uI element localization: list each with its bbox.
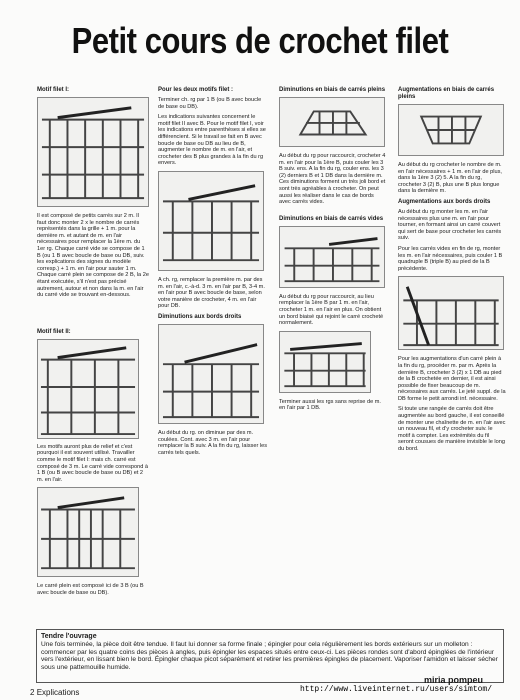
figure-diag-vides-2 bbox=[279, 331, 371, 393]
crochet-stitch-illustration bbox=[280, 98, 384, 146]
figure-diag-vides bbox=[279, 226, 385, 288]
text-aug-droits-3: Pour les augmentations d'un carré plein à la fin du rg, procéder m. par m. Après la dernière B, crocheter 3 (2) x 1 DB au pied de la B crochetée en dernier, il est ainsi possible de fixer beaucoup de m. nécessaires aux carrés. Le jeté suppl. de la DB forme le petit arrondi inf. nécessaire. bbox=[398, 356, 506, 402]
caption-filet-2: Le carré plein est composé ici de 3 B (ou B avec boucle de base ou DB). bbox=[37, 583, 144, 596]
crochet-stitch-illustration bbox=[159, 172, 263, 270]
column-3 bbox=[279, 87, 387, 416]
text-diag-vides-2: Terminer aussi les rgs sans reprise de m. en l'air par 1 DB. bbox=[279, 398, 381, 412]
column-2 bbox=[158, 87, 268, 460]
text-diag-vides-1: Au début du rg pour raccourcir, au lieu remplacer la 1ère B par 1 m. en l'air, crocheter 1 m. en l'air en plus. On obtient un bord biaisé qui rejoint le carré crocheté normalement. bbox=[279, 293, 384, 327]
box-title: Tendre l'ouvrage bbox=[41, 633, 97, 640]
heading-diag-vides: Diminutions en biais de carrés vides bbox=[279, 215, 384, 222]
crochet-stitch-illustration bbox=[399, 105, 503, 155]
brand-label: miria pompeu bbox=[424, 675, 484, 685]
text-diag-pleins: Au début du rg pour raccourcir, crocheter 4 m. en l'air pour la 1ère B, puis couler les 3 B suiv. ens. A la fin du rg, couler ens. les 3 (2) derniers B et 1 DB dans la dernière m. Ces diminutions forment un très joli bord et sont très agréables à crocheter. On peut aussi les réaliser dans le cas de bords avec carrés vides. bbox=[279, 153, 386, 206]
crochet-grid-illustration bbox=[38, 340, 138, 438]
figure-filet-1 bbox=[37, 97, 149, 207]
crochet-grid-illustration bbox=[38, 98, 148, 206]
crochet-stitch-illustration bbox=[399, 277, 503, 349]
page-number: 2 bbox=[30, 688, 35, 697]
heading-deux-motifs: Pour les deux motifs filet : bbox=[158, 87, 234, 93]
footer-label: Explications bbox=[36, 688, 80, 697]
figure-filet-2-plein bbox=[37, 487, 139, 577]
crochet-grid-illustration bbox=[38, 488, 138, 576]
text-aug-droits-4: Si toute une rangée de carrés doit être augmentée au bord gauche, il est conseillé de monter une chaînette de m. en l'air avec un nouveau fil, et d'y crocheter suiv. le motif à compter. Les extrémités du fil seront cousues de manière invisible le long du bord. bbox=[398, 406, 506, 453]
heading-dim-droits: Diminutions aux bords droits bbox=[158, 313, 242, 320]
text-filet-2: Les motifs auront plus de relief et c'est pourquoi il est souvent utilisé. Travailler comme le motif filet I: mais ch. carré est composé de 3 m. Le carré vide correspond à 1 B (ou B avec boucle de base ou DB) et 2 m. en l'air. bbox=[37, 443, 149, 483]
source-url[interactable]: http://www.liveinternet.ru/users/simtom/ bbox=[300, 685, 493, 694]
text-aug-pleins: Au début du rg crocheter le nombre de m. en l'air nécessaires + 1 m. en l'air de plus, dans la 1ère 3 (2) 5. A la fin du rg, crocheter 3 (2) B, plus une B plus longue dans la dernière m. bbox=[398, 162, 502, 195]
page-title: Petit cours de crochet filet bbox=[71, 20, 449, 61]
figure-aug-droits bbox=[398, 276, 504, 350]
figure-aug-pleins bbox=[398, 104, 504, 156]
heading-diag-pleins: Diminutions en biais de carrés pleins bbox=[279, 87, 386, 93]
heading-aug-droits: Augmentations aux bords droits bbox=[398, 198, 491, 205]
crochet-stitch-illustration bbox=[159, 325, 263, 423]
crochet-stitch-illustration bbox=[280, 227, 384, 287]
text-filet-1: Il est composé de petits carrés sur 2 m. Il faut donc monter 2 x le nombre de carrés représentés dans la grille + 1 m. pour la dernière m. et autant de m. en l'air nécessaires pour remplacer la 1ère m. du 1er rg. Chaque carré vide se compose de 1 B (ou 1 B avec boucle de base ou DB, suiv. les explications des signes du modèle corresp.) + 1 m. en l'air pour sauter 1 m. Chaque carré plein se compose de 2 B, la 2e étant exécutée, s'il n'est pas précisé autrement, autour et non dans la m. en l'air du carré vide se trouvant en-dessous. bbox=[37, 213, 149, 299]
figure-filet-2 bbox=[37, 339, 139, 439]
text-deux-3: A ch. rg, remplacer la première m. par des m. en l'air, c.-à-d. 3 m. en l'air par B, 3-4 m. en l'air pour B avec boucle de base, selon votre manière de crocheter, 4 m. en l'air pour DB. bbox=[158, 276, 265, 310]
text-aug-droits-2: Pour les carrés vides en fin de rg, monter les m. en l'air nécessaires, puis couler 1 B quadruple B (triple B) au pied de la B précédente. bbox=[398, 245, 503, 272]
text-dim-droits: Au début du rg. on diminue par des m. coulées. Cont. avec 3 m. en l'air pour remplacer la B suiv. A la fin du rg, laisser les carrés tels quels. bbox=[158, 429, 268, 456]
heading-filet-1: Motif filet I: bbox=[37, 87, 69, 93]
column-4 bbox=[398, 87, 506, 457]
figure-deux-motifs bbox=[158, 171, 264, 271]
heading-filet-2: Motif filet II: bbox=[37, 328, 71, 335]
column-1 bbox=[37, 87, 149, 600]
footer bbox=[30, 688, 79, 697]
figure-dim-droits bbox=[158, 324, 264, 424]
text-deux-1: Terminer ch. rg par 1 B (ou B avec boucle de base ou DB). bbox=[158, 97, 262, 110]
box-text: Une fois terminée, la pièce doit être tendue. Il faut lui donner sa forme finale ; épingler pour cela régulièrement les bords extérieurs sur un molleton : commencer par les quatre coins des pièces à angles, puis épingler les espaces situés entre ceux-ci. Les pièces rondes sont d'abord épinglées de l'intérieur vers l'extérieur, en lissant bien le bord. Épingler chaque picot séparément et retirer les premières épingles de placement. Vaporiser l'amidon et laisser sécher sous une pattemouille humide. bbox=[41, 641, 498, 671]
crochet-stitch-illustration bbox=[280, 332, 370, 392]
text-aug-droits-1: Au début du rg monter les m. en l'air nécessaires plus une m. en l'air pour tourner, en formant ainsi un carré couvert qui sert de base pour crocheter les carrés suiv. bbox=[398, 208, 502, 242]
figure-diag-pleins bbox=[279, 97, 385, 147]
text-deux-2: Les indications suivantes concernent le motif filet II avec B. Pour le motif filet I, voir les indications entre parenthèses si elles se différencient. Si le travail se fait en B avec boucle de base ou DB au lieu de B, augmenter le nombre de m. en l'air, et crocheter des B plus grandes à la fin du rg envers. bbox=[158, 114, 266, 167]
heading-aug-pleins: Augmentations en biais de carrés pleins bbox=[398, 87, 495, 100]
